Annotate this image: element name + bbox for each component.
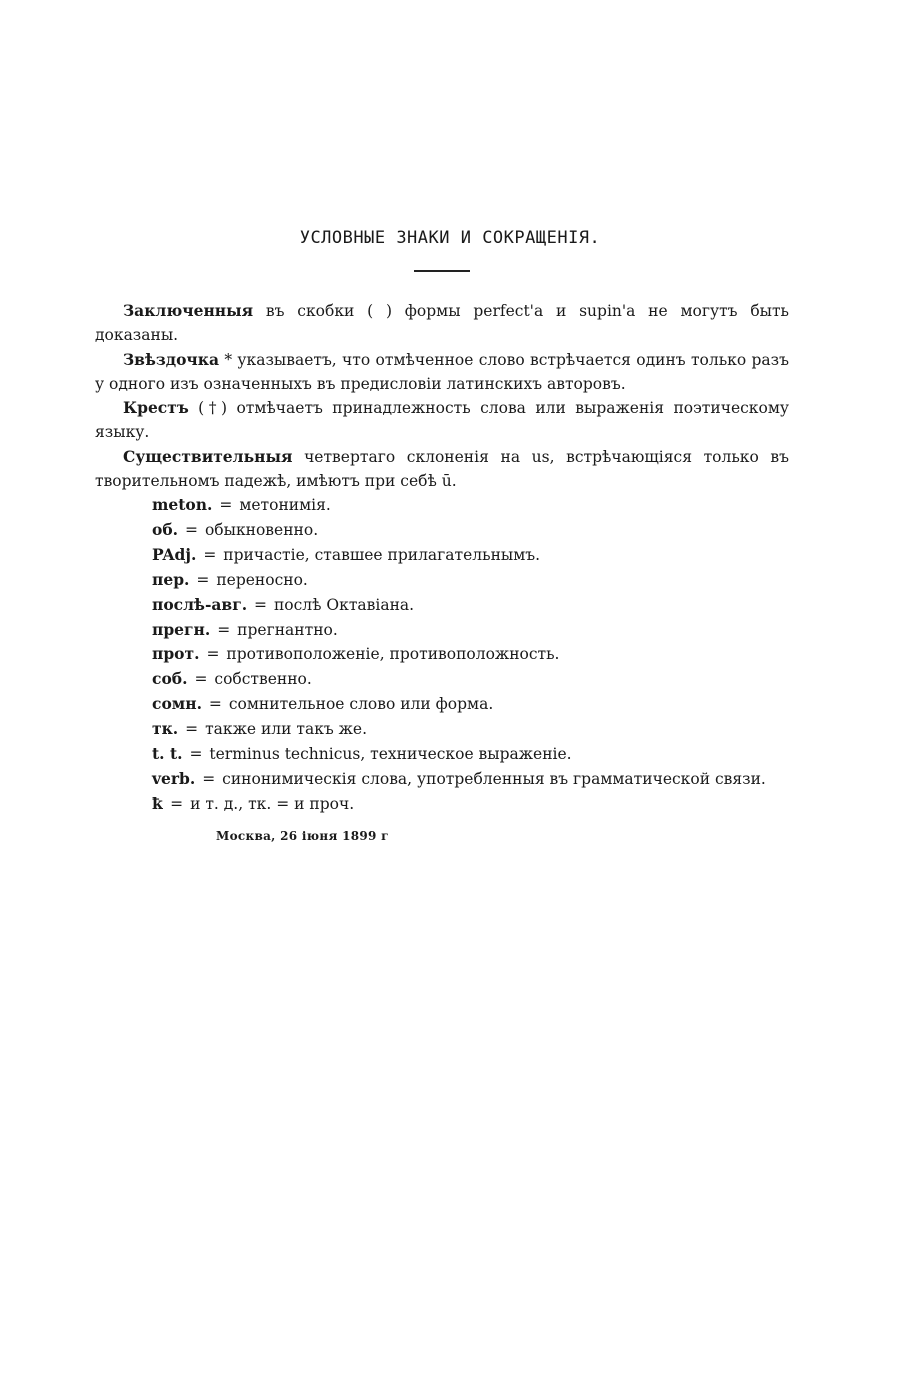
abbreviation-term: ꝁ xyxy=(152,793,164,813)
abbreviation-term: послѣ-авг. xyxy=(152,594,248,614)
paragraph-text: четвертаго склоненія на us, встрѣчающіяся только въ творительномъ падежѣ, имѣютъ при себѣ ū. xyxy=(95,448,789,490)
abbreviation-meaning: также или такъ же. xyxy=(205,720,368,739)
abbreviation-term: сомн. xyxy=(152,694,202,714)
paragraph-text: въ скобки ( ) формы perfect'a и supin'a не могутъ быть доказаны. xyxy=(95,302,789,344)
abbreviation-term: прегн. xyxy=(152,619,211,639)
abbreviation-term: verb. xyxy=(152,768,196,788)
abbreviation-term: об. xyxy=(152,519,179,539)
equals-sign: = xyxy=(202,769,216,788)
abbreviation-meaning: синонимическія слова, употребленныя въ грамматической связи. xyxy=(222,769,766,788)
abbreviation-item xyxy=(152,642,812,667)
abbreviation-meaning: метонимія. xyxy=(239,496,331,514)
equals-sign: = xyxy=(217,620,231,639)
abbreviation-item xyxy=(152,493,812,518)
abbreviation-meaning: и т. д., тк. = и проч. xyxy=(190,794,355,813)
abbreviation-term: тк. xyxy=(152,719,179,739)
paragraph-cross xyxy=(95,396,789,444)
abbreviation-meaning: причастіе, ставшее прилагательнымъ. xyxy=(223,545,541,564)
paragraph-lead: Заключенныя xyxy=(123,301,254,320)
equals-sign: = xyxy=(189,745,203,764)
abbreviation-item xyxy=(152,767,812,792)
abbreviation-meaning: terminus technicus, техническое выраженіе. xyxy=(209,745,572,764)
abbreviation-term: прот. xyxy=(152,644,200,664)
paragraph-brackets xyxy=(95,299,789,347)
paragraph-asterisk xyxy=(95,348,789,396)
equals-sign: = xyxy=(185,720,199,739)
abbreviation-term: пер. xyxy=(152,569,190,589)
paragraph-nouns xyxy=(95,445,789,493)
equals-sign: = xyxy=(185,520,199,539)
abbreviation-term: t. t. xyxy=(152,744,183,764)
abbreviation-item xyxy=(152,717,812,742)
page-title: УСЛОВНЫЕ ЗНАКИ И СОКРАЩЕНІЯ. xyxy=(299,228,601,248)
abbreviation-meaning: переносно. xyxy=(216,570,308,589)
equals-sign: = xyxy=(203,545,217,564)
abbreviation-item xyxy=(152,692,812,717)
place-date-signature: Москва, 26 іюня 1899 г xyxy=(216,829,389,843)
abbreviation-term: PAdj. xyxy=(152,544,197,564)
paragraph-lead: Существительныя xyxy=(123,447,293,466)
abbreviation-item xyxy=(152,568,812,593)
paragraph-lead: Крестъ xyxy=(123,398,189,417)
title-divider xyxy=(414,270,470,272)
abbreviation-item xyxy=(152,742,812,767)
abbreviation-item xyxy=(152,618,812,643)
equals-sign: = xyxy=(254,595,268,614)
equals-sign: = xyxy=(194,670,208,689)
abbreviation-item xyxy=(152,792,812,817)
abbreviation-meaning: собственно. xyxy=(214,670,312,689)
abbreviation-meaning: противоположеніе, противоположность. xyxy=(226,645,560,664)
equals-sign: = xyxy=(196,570,210,589)
abbreviation-list xyxy=(152,493,812,817)
abbreviation-meaning: прегнантно. xyxy=(237,620,338,639)
abbreviation-item xyxy=(152,593,812,618)
abbreviation-item xyxy=(152,518,812,543)
equals-sign: = xyxy=(170,794,184,813)
equals-sign: = xyxy=(219,496,233,514)
abbreviation-item xyxy=(152,543,812,568)
paragraph-lead: Звѣздочка xyxy=(123,350,219,369)
paragraph-text: * указываетъ, что отмѣченное слово встрѣчается одинъ только разъ у одного изъ означенныхъ въ предисловіи латинскихъ авторовъ. xyxy=(95,351,789,393)
equals-sign: = xyxy=(206,645,220,664)
paragraph-text: (†) отмѣчаетъ принадлежность слова или выраженія поэтическому языку. xyxy=(95,399,789,441)
abbreviation-term: meton. xyxy=(152,495,213,514)
abbreviation-meaning: сомнительное слово или форма. xyxy=(228,695,494,714)
equals-sign: = xyxy=(208,695,222,714)
abbreviation-meaning: послѣ Октавіана. xyxy=(273,595,415,614)
abbreviation-term: соб. xyxy=(152,669,188,689)
abbreviation-item xyxy=(152,667,812,692)
abbreviation-meaning: обыкновенно. xyxy=(204,520,319,539)
